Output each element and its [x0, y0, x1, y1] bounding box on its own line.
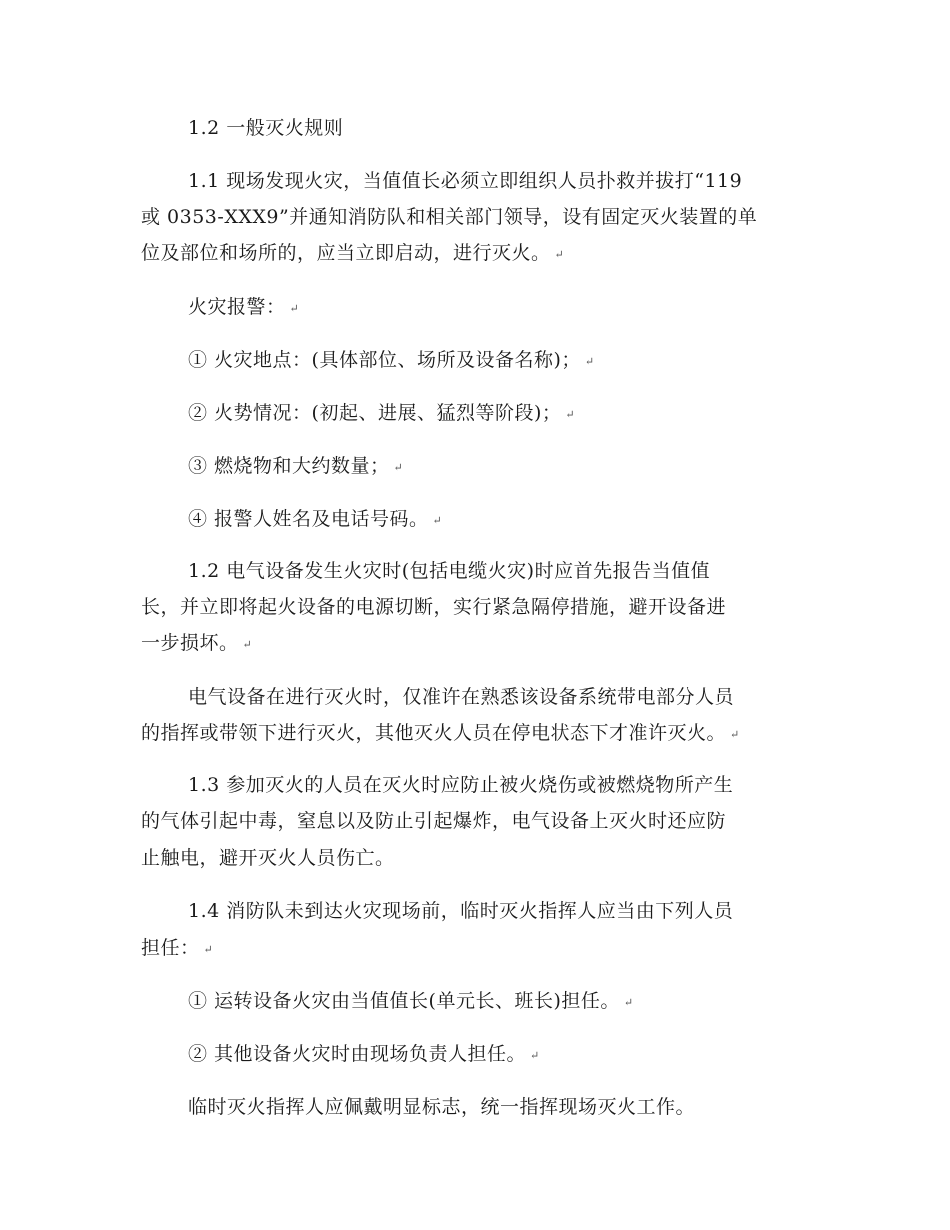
paragraph-mark-icon: ↵ — [584, 355, 595, 368]
paragraph-line: 电气设备在进行灭火时，仅准许在熟悉该设备系统带电部分人员 — [188, 686, 735, 708]
paragraph-mark-icon: ↵ — [242, 638, 252, 651]
list-item: ① 火灾地点：(具体部位、场所及设备名称)； ↵ — [188, 349, 595, 371]
paragraph-mark-icon: ↵ — [289, 302, 299, 315]
list-item: ④ 报警人姓名及电话号码。 ↵ — [188, 508, 442, 530]
paragraph-mark-icon: ↵ — [730, 728, 740, 741]
section-heading: 1.2 一般灭火规则 — [188, 117, 344, 139]
list-item: ③ 燃烧物和大约数量； ↵ — [188, 455, 403, 477]
paragraph-mark-icon: ↵ — [623, 996, 634, 1009]
paragraph-line: 或 0353-XXX9”并通知消防队和相关部门领导，设有固定灭火装置的单 — [141, 206, 758, 228]
paragraph-line: 1.2 电气设备发生火灾时(包括电缆火灾)时应首先报告当值值 — [188, 560, 711, 582]
paragraph-mark-icon: ↵ — [432, 514, 442, 527]
list-item: ② 其他设备火灾时由现场负责人担任。 ↵ — [188, 1043, 540, 1065]
paragraph-line: 的指挥或带领下进行灭火，其他灭火人员在停电状态下才准许灭火。 ↵ — [141, 722, 740, 744]
paragraph-line: 长，并立即将起火设备的电源切断，实行紧急隔停措施，避开设备进 — [141, 596, 727, 618]
paragraph-line: 临时灭火指挥人应佩戴明显标志，统一指挥现场灭火工作。 — [188, 1096, 696, 1118]
paragraph-line: 1.1 现场发现火灾，当值值长必须立即组织人员扑救并拔打“119 — [188, 170, 743, 192]
paragraph-line: 担任： ↵ — [141, 937, 213, 959]
list-item: ① 运转设备火灾由当值值长(单元长、班长)担任。 ↵ — [188, 990, 634, 1012]
paragraph-mark-icon: ↵ — [565, 408, 575, 421]
paragraph-line: 1.3 参加灭火的人员在灭火时应防止被火烧伤或被燃烧物所产生 — [188, 774, 734, 796]
paragraph-mark-icon: ↵ — [393, 461, 403, 474]
paragraph-line: 火灾报警： ↵ — [188, 296, 299, 318]
list-item: ② 火势情况：(初起、进展、猛烈等阶段)； ↵ — [188, 402, 575, 424]
paragraph-line: 一步损坏。 ↵ — [141, 632, 252, 654]
paragraph-line: 1.4 消防队未到达火灾现场前，临时灭火指挥人应当由下列人员 — [188, 900, 734, 922]
paragraph-mark-icon: ↵ — [203, 943, 213, 956]
paragraph-line: 位及部位和场所的，应当立即启动，进行灭火。 ↵ — [141, 242, 564, 264]
paragraph-line: 止触电，避开灭火人员伤亡。 — [141, 847, 395, 869]
paragraph-line: 的气体引起中毒，窒息以及防止引起爆炸，电气设备上灭火时还应防 — [141, 810, 727, 832]
paragraph-mark-icon: ↵ — [554, 248, 564, 261]
paragraph-mark-icon: ↵ — [530, 1049, 540, 1062]
